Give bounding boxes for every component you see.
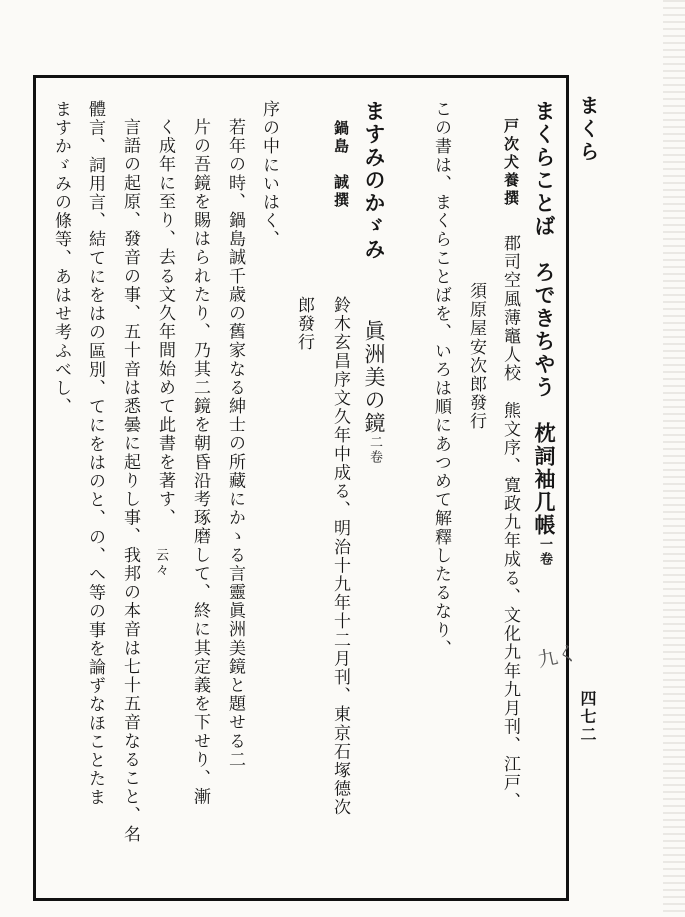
entry-2-quote-line: 言語の起原、發音の事、五十音は悉曇に起りし事、我邦の本音は七十五音なること、名 [120, 118, 140, 844]
entry-2-title-kanji [363, 320, 384, 465]
entry-2-author: 鍋島 誠撰 [332, 120, 350, 210]
entry-2-quote-line: ますかゞみの條等、あはせ考ふべし、 [51, 100, 71, 417]
page-number: 四七二 [578, 690, 597, 744]
running-header: まくら [576, 95, 600, 164]
text-frame [33, 75, 569, 901]
entry-2-preface-intro: 序の中にいはく、 [259, 100, 279, 249]
entry-1-author: 戸次犬養撰 [502, 118, 520, 208]
entry-2-quote-line: 若年の時、鍋島誠千歳の舊家なる紳士の所藏にかゝる言靈眞洲美鏡と題せる二 [225, 118, 245, 769]
entry-2-publication-line: 鈴木玄昌序文久年中成る、明治十九年十二月刊、東京石塚德次 [330, 296, 350, 817]
entry-2-publisher: 郎發行 [294, 296, 314, 352]
entry-1-title [534, 100, 555, 567]
entry-2-quote-note: 云々 [153, 548, 168, 578]
entry-2-title-kanji-text: 眞洲美の鏡 [362, 320, 386, 435]
entry-2-quote-line: 體言、詞用言、結てにをはの區別、てにをはのと、の、へ等の事を論ずなほことたま [85, 100, 105, 807]
entry-2-title: ますみのかゞみ [362, 100, 387, 261]
entry-1-volumes: 一卷 [537, 537, 552, 567]
entry-1-title-text: まくらことば ろできちやう 枕詞袖几帳 [532, 100, 557, 537]
entry-1-description: この書は、まくらことばを、いろは順にあつめて解釋したるなり、 [431, 100, 451, 658]
entry-1-publication-line: 郡司空風薄竈人校 熊文序、寛政九年成る、文化九年九月刊、江戸、 [500, 234, 520, 811]
entry-1-publisher: 須原屋安次郎發行 [466, 282, 486, 431]
page-edge-scan-noise [663, 0, 685, 917]
entry-2-quote-line: 片の吾鏡を賜はられたり、乃其二鏡を朝昏沿考琢磨して、終に其定義を下せり、漸 [190, 118, 210, 807]
entry-2-volumes: 二卷 [367, 435, 382, 465]
entry-2-quote-line: く成年に至り、去る文久年間始めて此書を著す、 [155, 118, 175, 528]
handwritten-annotation: 九く [535, 640, 580, 672]
